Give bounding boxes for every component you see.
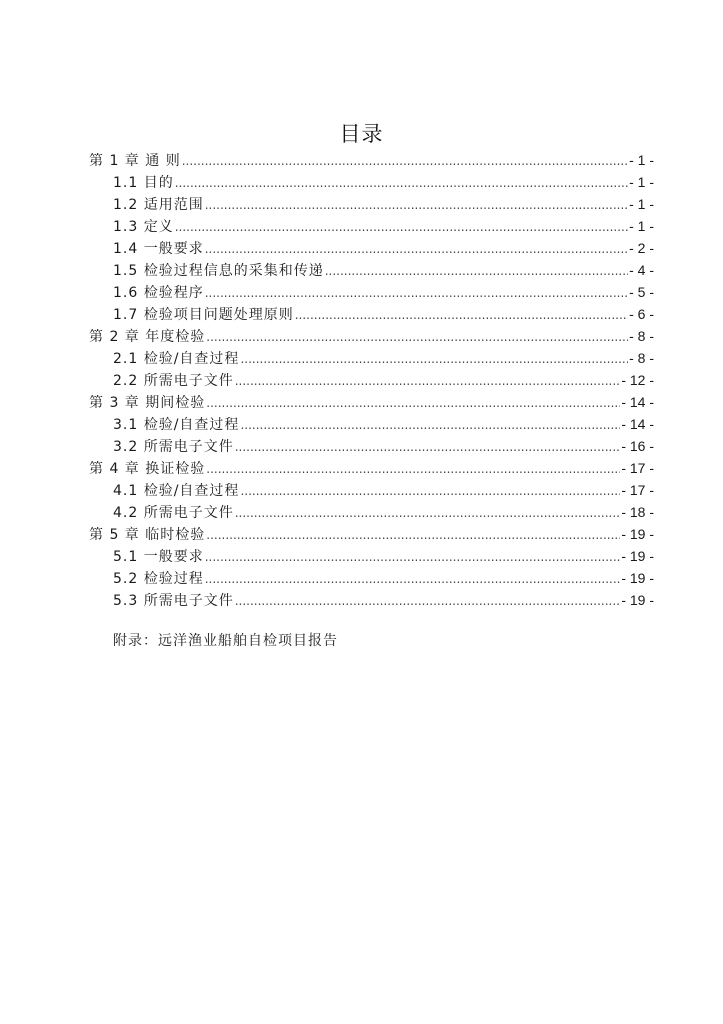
toc-entry-label: 1.1 目的 xyxy=(113,175,174,191)
toc-entry-label: 2.2 所需电子文件 xyxy=(113,373,234,389)
toc-page-number: - 8 - xyxy=(629,328,654,344)
toc-dot-leader xyxy=(206,326,628,348)
toc-dot-leader xyxy=(240,348,628,370)
toc-entry-label: 第 4 章 换证检验 xyxy=(89,461,206,477)
toc-dot-leader xyxy=(295,304,628,326)
toc-page-number: - 8 - xyxy=(629,350,654,366)
toc-dot-leader xyxy=(240,480,620,502)
toc-dot-leader xyxy=(175,172,628,194)
toc-entry-label: 5.2 检验过程 xyxy=(113,571,204,587)
toc-page-number: - 18 - xyxy=(621,504,654,520)
toc-section-entry[interactable] xyxy=(0,259,654,281)
toc-entry-label: 3.2 所需电子文件 xyxy=(113,439,234,455)
toc-entry-label: 1.5 检验过程信息的采集和传递 xyxy=(113,263,324,279)
toc-section-entry[interactable] xyxy=(0,567,654,589)
toc-page-number: - 17 - xyxy=(621,460,654,476)
toc-dot-leader xyxy=(205,194,628,216)
toc-section-entry[interactable] xyxy=(0,589,654,611)
toc-dot-leader xyxy=(240,414,620,436)
toc-dot-leader xyxy=(235,436,621,458)
toc-section-entry[interactable] xyxy=(0,281,654,303)
toc-entry-label: 第 2 章 年度检验 xyxy=(89,329,206,345)
toc-page-number: - 19 - xyxy=(621,592,654,608)
toc-section-entry[interactable] xyxy=(0,479,654,501)
toc-page-number: - 1 - xyxy=(629,174,654,190)
toc-entry-label: 4.1 检验/自查过程 xyxy=(113,483,240,499)
toc-dot-leader xyxy=(205,546,621,568)
toc-page-number: - 6 - xyxy=(629,306,654,322)
toc-page-number: - 12 - xyxy=(621,372,654,388)
toc-section-entry[interactable] xyxy=(0,303,654,325)
toc-page-number: - 5 - xyxy=(629,284,654,300)
toc-dot-leader xyxy=(325,260,628,282)
toc-page-number: - 4 - xyxy=(629,262,654,278)
toc-entry-label: 2.1 检验/自查过程 xyxy=(113,351,240,367)
toc-dot-leader xyxy=(205,282,628,304)
toc-entry-label: 1.3 定义 xyxy=(113,219,174,235)
toc-section-entry[interactable] xyxy=(0,435,654,457)
toc-section-entry[interactable] xyxy=(0,413,654,435)
toc-chapter-entry[interactable] xyxy=(0,391,654,413)
toc-chapter-entry[interactable] xyxy=(0,325,654,347)
toc-section-entry[interactable] xyxy=(0,545,654,567)
toc-page-number: - 14 - xyxy=(621,394,654,410)
toc-page-number: - 1 - xyxy=(629,218,654,234)
toc-page-number: - 2 - xyxy=(629,240,654,256)
toc-page-number: - 17 - xyxy=(621,482,654,498)
toc-page-number: - 1 - xyxy=(629,152,654,168)
toc-dot-leader xyxy=(206,458,620,480)
toc-section-entry[interactable] xyxy=(0,171,654,193)
toc-chapter-entry[interactable] xyxy=(0,523,654,545)
toc-entry-label: 5.3 所需电子文件 xyxy=(113,593,234,609)
toc-entry-label: 5.1 一般要求 xyxy=(113,549,204,565)
toc-dot-leader xyxy=(175,216,628,238)
toc-entry-label: 第 3 章 期间检验 xyxy=(89,395,206,411)
toc-dot-leader xyxy=(235,502,621,524)
toc-entry-label: 1.2 适用范围 xyxy=(113,197,204,213)
toc-dot-leader xyxy=(206,392,620,414)
toc-section-entry[interactable] xyxy=(0,215,654,237)
page-title: 目录 xyxy=(339,122,384,146)
toc-dot-leader xyxy=(235,590,621,612)
table-of-contents xyxy=(0,149,723,611)
toc-entry-label: 1.6 检验程序 xyxy=(113,285,204,301)
toc-entry-label: 第 1 章 通 则 xyxy=(89,153,181,169)
appendix-line: 附录：远洋渔业船舶自检项目报告 xyxy=(113,633,338,649)
toc-section-entry[interactable] xyxy=(0,347,654,369)
toc-page-number: - 19 - xyxy=(621,526,654,542)
toc-entry-label: 4.2 所需电子文件 xyxy=(113,505,234,521)
toc-page-number: - 16 - xyxy=(621,438,654,454)
toc-dot-leader xyxy=(182,150,628,172)
toc-entry-label: 1.7 检验项目问题处理原则 xyxy=(113,307,294,323)
toc-section-entry[interactable] xyxy=(0,237,654,259)
toc-section-entry[interactable] xyxy=(0,369,654,391)
toc-entry-label: 1.4 一般要求 xyxy=(113,241,204,257)
toc-page-number: - 14 - xyxy=(621,416,654,432)
toc-entry-label: 第 5 章 临时检验 xyxy=(89,527,206,543)
toc-section-entry[interactable] xyxy=(0,501,654,523)
toc-section-entry[interactable] xyxy=(0,193,654,215)
toc-chapter-entry[interactable] xyxy=(0,149,654,171)
toc-page-number: - 19 - xyxy=(621,548,654,564)
toc-page-number: - 1 - xyxy=(629,196,654,212)
toc-dot-leader xyxy=(206,524,620,546)
toc-page-number: - 19 - xyxy=(621,570,654,586)
toc-chapter-entry[interactable] xyxy=(0,457,654,479)
toc-dot-leader xyxy=(235,370,621,392)
toc-dot-leader xyxy=(205,568,621,590)
toc-dot-leader xyxy=(205,238,628,260)
toc-entry-label: 3.1 检验/自查过程 xyxy=(113,417,240,433)
